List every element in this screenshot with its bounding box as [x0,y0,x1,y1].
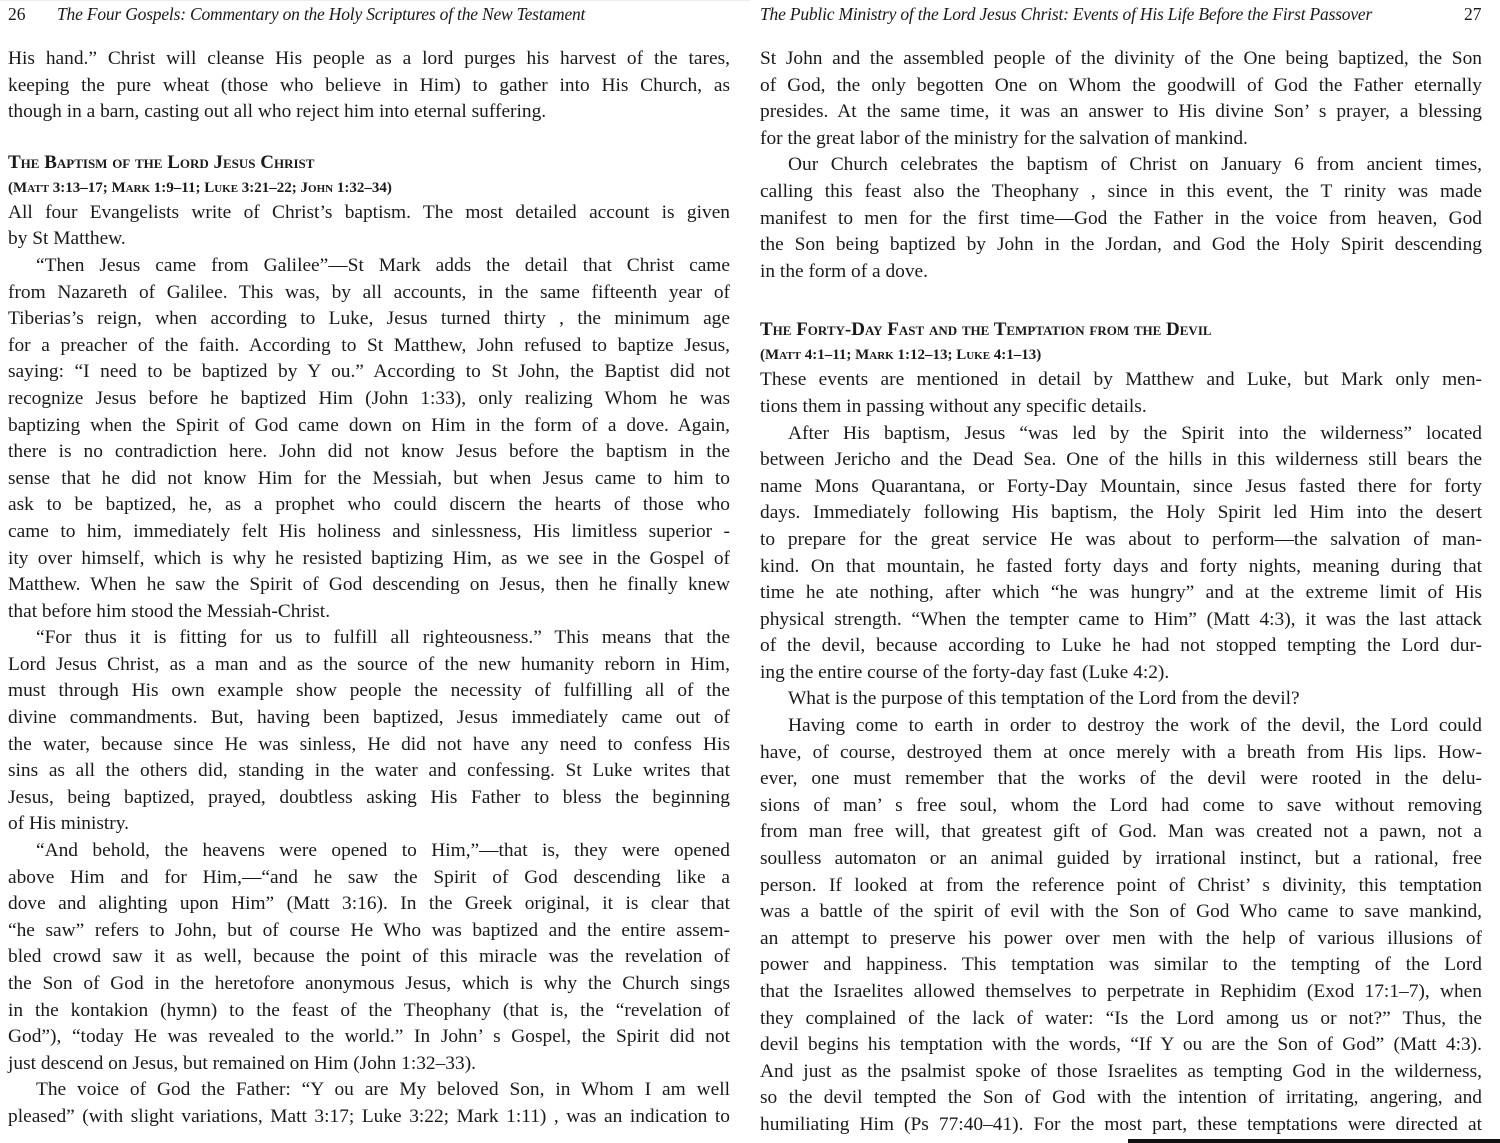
text-line: of God, the only begotten One on Whom the goodwill of God the Father eternally [760,74,1482,96]
text-line: Having come to earth in order to destroy the work of the devil, the Lord could [788,715,1482,737]
paragraph [8,200,730,253]
text-line: recognize Jesus before he baptized Him (John 1:33), only realizing Whom he was [8,387,730,409]
text-line: between Jericho and the Dead Sea. One of the hills in this wilderness still bears the [760,449,1482,471]
page-body [8,46,730,1131]
text-line: calling this feast also the Theophany , since in this event, the T rinity was made [760,180,1482,202]
scripture-references: (Matt 3:13–17; Mark 1:9–11; Luke 3:21–22; John 1:32–34) [8,179,392,196]
text-line: of the devil, because according to Luke he had not stopped tempting the Lord dur- [760,635,1482,657]
text-line: from man free will, that greatest gift of God. Man was created not a pawn, not a [760,821,1482,843]
paragraph [760,152,1482,285]
paragraph [8,1077,730,1130]
text-line: in the kontakion (hymn) to the feast of the Theophany (that is, the “revelation of [8,999,730,1021]
text-line: “For thus it is fitting for us to fulfill all righteousness.” This means that the [36,627,730,649]
text-line: person. If looked at from the reference point of Christ’ s divinity, this temptation [760,874,1482,896]
text-line: time he ate nothing, after which “he was hungry” and at the extreme limit of His [760,582,1482,604]
running-head: The Public Ministry of the Lord Jesus Christ: Events of His Life Before the First Passover [760,4,1373,24]
text-line: saying: “I need to be baptized by Y ou.” According to St John, the Baptist did not [8,361,730,383]
text-line: for a preacher of the faith. According to St Matthew, John refused to baptize Jesus, [8,334,730,356]
text-line: name Mons Quarantana, or Forty-Day Mountain, since Jesus fasted there for forty [760,475,1482,497]
text-line: have, of course, destroyed them at once merely with a breath from His lips. How- [760,741,1482,763]
text-line: His hand.” Christ will cleanse His people as a lord purges his harvest of the tares, [8,48,730,69]
text-line: devil begins his temptation with the words, “If Y ou are the Son of God” (Matt 4:3). [760,1034,1482,1056]
text-line: the Son being baptized by John in the Jordan, and God the Holy Spirit descending [760,234,1482,256]
text-line: All four Evangelists write of Christ’s baptism. The most detailed account is given [8,201,730,223]
text-line: God”), “today He was revealed to the world.” In John’ s Gospel, the Spirit did not [8,1026,730,1048]
text-line: kind. On that mountain, he fasted forty days and forty nights, meaning during that [760,555,1482,577]
text-line: sense that he did not know Him for the Messiah, but when Jesus came to him to [8,467,730,489]
text-line: that before him stood the Messiah-Christ. [8,600,331,622]
text-line: divine commandments. But, having been baptized, Jesus immediately came out of [8,707,730,729]
text-line: they complained of the lack of water: “Is the Lord among us or not?” Thus, the [760,1007,1482,1029]
text-line: And just as the psalmist spoke of those Israelites as tempting God in the wilderness, [760,1060,1482,1082]
page-number: 27 [1464,4,1482,24]
text-line: ever, one must remember that the works of the devil were rooted in the delu- [760,768,1482,790]
text-line: in the form of a dove. [760,260,929,282]
text-line: keeping the pure wheat (those who believe in Him) to gather into His Church, as [8,74,730,96]
running-head: The Four Gospels: Commentary on the Holy Scriptures of the New Testament [57,4,586,24]
text-line: of His ministry. [8,813,130,835]
scan-edge-rule [1128,1139,1500,1143]
text-line: baptizing when the Spirit of God came down on Him in the form of a dove. Again, [8,414,730,436]
text-line: What is the purpose of this temptation of the Lord from the devil? [788,688,1300,710]
scripture-references: (Matt 4:1–11; Mark 1:12–13; Luke 4:1–13) [760,347,1042,364]
right-page [750,0,1500,1143]
text-line: ity over himself, which is why he resisted baptizing Him, as we see in the Gospel of [8,547,730,569]
paragraph [8,838,730,1077]
text-line: St John and the assembled people of the divinity of the One being baptized, the Son [760,48,1482,69]
text-line: Tiberias’s reign, when according to Luke, Jesus turned thirty , the minimum age [8,308,730,330]
text-line: came to him, immediately felt His holiness and sinlessness, His limitless superior - [8,520,730,542]
intro-paragraph [8,46,730,126]
text-line: was a battle of the spirit of evil with the Son of God Who came to save mankind, [760,901,1482,923]
text-line: ask to be baptized, he, as a prophet who could discern the hearts of those who [8,494,730,516]
paragraph [8,625,730,838]
section-heading: The Baptism of the Lord Jesus Christ [8,151,315,173]
text-line: humiliating Him (Ps 77:40–41). For the most part, these temptations were directed at [760,1113,1482,1135]
paragraph [8,253,730,625]
text-line: the Son of God in the heretofore anonymous Jesus, which is why the Church sings [8,973,730,994]
page-number: 26 [8,4,26,24]
paragraph [760,367,1482,420]
spacer [8,126,730,140]
text-line: physical strength. “When the tempter came to Him” (Matt 4:3), it was the last attack [760,608,1482,630]
text-line: that the Israelites allowed themselves to perpetrate in Rephidim (Exod 17:1–7), when [760,981,1482,1002]
text-line: bled crowd saw it as well, because the point of this miracle was the revelation of [8,946,730,968]
text-line: These events are mentioned in detail by Matthew and Luke, but Mark only men- [760,369,1482,391]
text-line: dove and alighting upon Him” (Matt 3:16). In the Greek original, it is clear that [8,893,730,915]
paragraph [760,421,1482,687]
text-line: Our Church celebrates the baptism of Christ on January 6 from ancient times, [788,154,1482,176]
text-line: presides. At the same time, it was an answer to His divine Son’ s prayer, a blessing [760,101,1482,123]
section-heading: The Forty-Day Fast and the Temptation from the Devil [760,319,1212,341]
intro-paragraph [760,46,1482,152]
text-line: “he saw” refers to John, but of course He Who was baptized and the entire assem- [8,919,730,941]
text-line: “And behold, the heavens were opened to Him,”—that is, they were opened [36,840,730,862]
text-line: for the great labor of the ministry for the salvation of mankind. [760,127,1248,149]
text-line: just descend on Jesus, but remained on Him (John 1:32–33). [8,1052,477,1074]
text-line: pleased” (with slight variations, Matt 3:17; Luke 3:22; Mark 1:11) , was an indication to [8,1105,730,1127]
text-line: “Then Jesus came from Galilee”—St Mark adds the detail that Christ came [36,254,730,276]
text-line: by St Matthew. [8,228,126,250]
text-line: power and happiness. This temptation was similar to the tempting of the Lord [760,954,1482,976]
paragraph [760,713,1482,1139]
text-line: Matthew. When he saw the Spirit of God descending on Jesus, then he finally knew [8,574,730,596]
spacer [760,285,1482,307]
text-line: tions them in passing without any specific details. [760,395,1147,417]
text-line: sions of man’ s free soul, whom the Lord had come to save without removing [760,794,1482,816]
text-line: soulless automaton or an animal guided by irrational instinct, but a rational, free [760,848,1482,870]
text-line: above Him and for Him,—“and he saw the Spirit of God descending like a [8,866,730,888]
text-line: days. Immediately following His baptism, the Holy Spirit led Him into the desert [760,502,1482,524]
text-line: manifest to men for the first time—God the Father in the voice from heaven, God [760,207,1482,229]
text-line: must through His own example show people the necessity of fulfilling all of the [8,680,730,702]
text-line: an attempt to preserve his power over men with the help of various illusions of [760,927,1482,949]
text-line: though in a barn, casting out all who reject him into eternal suffering. [8,101,547,123]
text-line: After His baptism, Jesus “was led by the Spirit into the wilderness” located [788,422,1482,444]
paragraph [760,686,1482,713]
text-line: Jesus, being baptized, prayed, doubtless asking His Father to bless the beginning [8,786,730,808]
text-line: the water, because since He was sinless, He did not have any need to confess His [8,733,730,755]
text-line: so the devil tempted the Son of God with the intention of irritating, angering, and [760,1087,1482,1109]
text-line: from Nazareth of Galilee. This was, by all accounts, in the same fifteenth year of [8,281,730,303]
text-line: ing the entire course of the forty-day fast (Luke 4:2). [760,661,1170,683]
text-line: The voice of God the Father: “Y ou are My beloved Son, in Whom I am well [36,1079,730,1101]
text-line: sins as all the others did, standing in the water and confessing. St Luke writes that [8,760,730,782]
text-line: Lord Jesus Christ, as a man and as the source of the new humanity reborn in Him, [8,653,730,675]
text-line: to prepare for the great service He was about to perform—the salvation of man- [760,528,1482,550]
text-line: there is no contradiction here. John did not know Jesus before the baptism in the [8,441,730,463]
page-body [760,46,1482,1139]
